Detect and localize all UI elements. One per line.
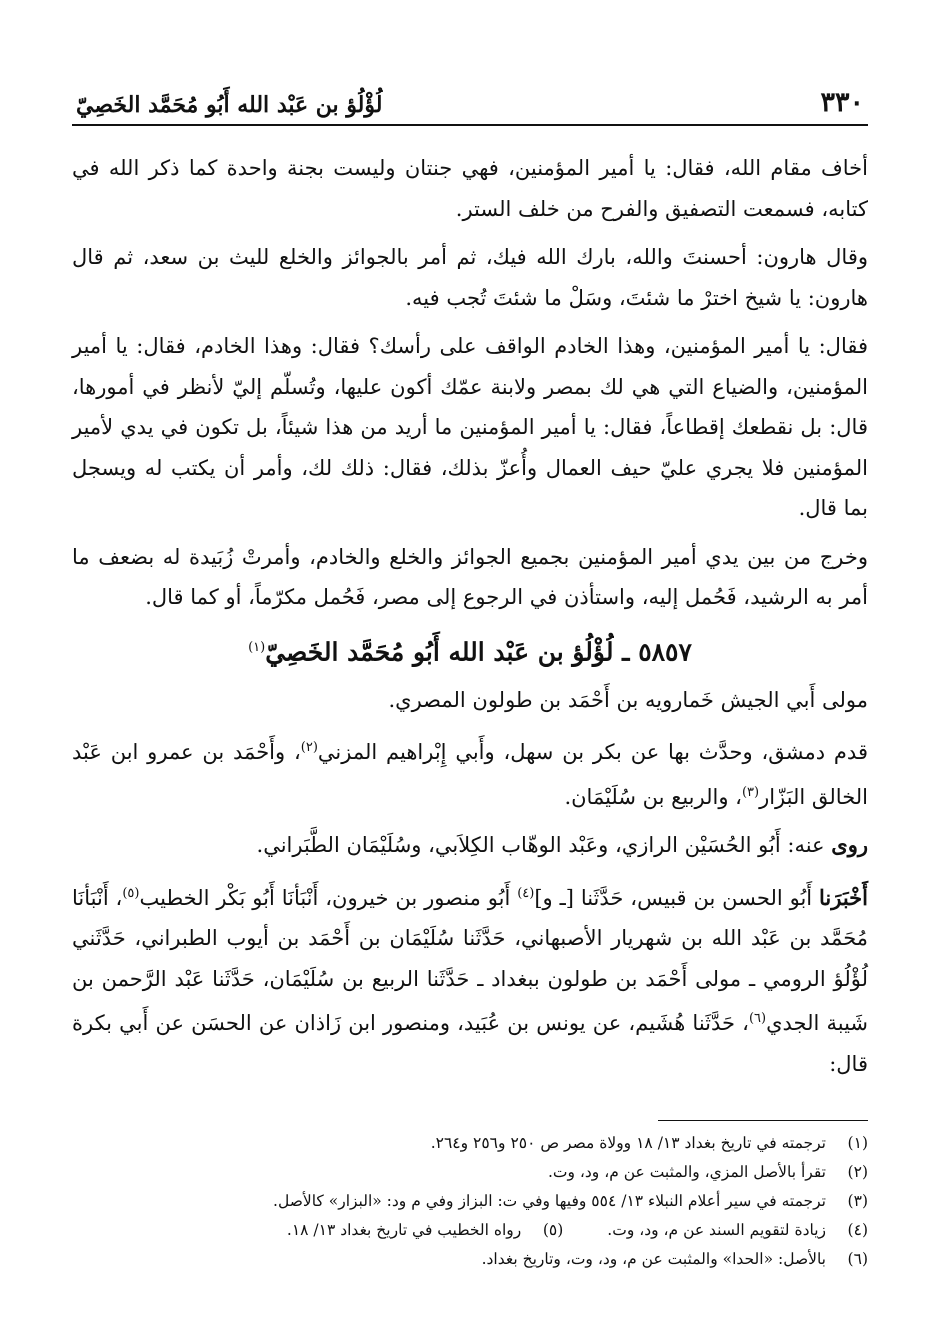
- footnote-text: ترجمته في سير أعلام النبلاء ١٣/ ٥٥٤ وفيها وفي ت: البزاز وفي م ود: «البزار» كالأصل.: [273, 1192, 826, 1211]
- footnote-number: (١): [847, 1134, 868, 1153]
- footnote: [72, 1158, 868, 1187]
- text-run: ، حَدَّثَنا هُشَيم، عن يونس بن عُبَيد، ومنصور ابن زَاذان عن الحسَن عن أَبي بكرة قال:: [72, 1011, 868, 1076]
- footnote-number: (٤): [847, 1221, 868, 1240]
- footnote-number: (٢): [847, 1163, 868, 1182]
- footnote-row: [72, 1216, 868, 1245]
- footnote: [607, 1216, 868, 1245]
- paragraph: [72, 825, 868, 866]
- lead-word: أَخْبَرَنا: [819, 884, 868, 910]
- text-run: أَبُو منصور بن خيرون، أَنْبَأنَا أَبُو بَكْر الخطيب: [139, 885, 518, 910]
- footnote: [72, 1129, 868, 1158]
- text-run: عنه: أَبُو الحُسَيْن الرازي، وعَبْد الوهّاب الكِلاَبي، وسُلَيْمَان الطَّبَراني.: [256, 833, 832, 858]
- lead-word: روى: [831, 832, 868, 858]
- book-page: [72, 70, 868, 1274]
- footnote-text: رواه الخطيب في تاريخ بغداد ١٣/ ١٨.: [286, 1221, 522, 1240]
- entry-title: ٥٨٥٧ ـ لُؤْلُؤ بن عَبْد الله أَبُو مُحَمَّد الخَصِيّ: [265, 636, 692, 666]
- footnote-ref: (٣): [741, 784, 760, 800]
- paragraph: [72, 874, 868, 1085]
- text-run: قدم دمشق، وحدَّث بها عن بكر بن سهل، وأَبي إِبْراهيم المزني: [317, 740, 868, 765]
- paragraph: وقال هارون: أحسنتَ والله، بارك الله فيك، ثم أمر بالجوائز والخلع لليث بن سعد، ثم قال هارون: يا شيخ اخترْ ما شئتَ، وسَلْ ما شئتَ تُجب فيه.: [72, 245, 868, 310]
- paragraph: فقال: يا أمير المؤمنين، وهذا الخادم الواقف على رأسك؟ فقال: وهذا الخادم، فقال: يا أمير المؤمنين، والضياع التي هي لك بمصر ولابنة عمّك أكون عليها، وتُسلّم إليّ لأنظر في أمورها، قال: بل نقطعك إقطاعاً، فقال: يا أمير المؤمنين ما أريد من هذا شيئاً، بل تكون في يدي لأمير المؤمنين فلا يجري عليّ حيف العمال وأُعزّ بذلك، فقال: ذلك لك، وأمر أن يكتب له ويسجل بما قال.: [72, 334, 868, 520]
- footnote-number: (٣): [847, 1192, 868, 1211]
- footnote-ref: (١): [248, 639, 266, 655]
- running-title: لُؤْلُؤ بن عَبْد الله أَبُو مُحَمَّد الخَصِيّ: [76, 92, 383, 118]
- footnote-ref: (٤): [517, 885, 535, 901]
- entry-heading: [72, 628, 868, 672]
- footnote-number: (٥): [542, 1221, 564, 1240]
- text-run: ، والربيع بن سُلَيْمَان.: [564, 784, 742, 809]
- footnote-text: زيادة لتقويم السند عن م، ود، وت.: [607, 1221, 826, 1240]
- page-header: [72, 70, 868, 126]
- text-run: أَبُو الحسن بن قبيس، حَدَّثَنا [ـ و]: [534, 885, 820, 910]
- footnote: [72, 1187, 868, 1216]
- footnote-ref: (٥): [122, 885, 140, 901]
- text-run: ، أَنْبَأنَا مُحَمَّد بن عَبْد الله بن شهريار الأصبهاني، حَدَّثَنا سُلَيْمَان بن أَحْمَد بن أيوب الطبراني، حَدَّثَني لُؤْلُؤ الرومي ـ مولى أَحْمَد بن طولون ببغداد ـ حَدَّثَنا الربيع بن سُلَيْمَان، حَدَّثَنا عَبْد الرَّحمن بن شَيبة الجدي: [72, 885, 869, 1036]
- footnote-text: بالأصل: «الحدا» والمثبت عن م، ود، وت، وتاريخ بغداد.: [481, 1250, 826, 1269]
- footnote: [287, 1216, 563, 1245]
- paragraph: وخرج من بين يدي أمير المؤمنين بجميع الجوائز والخلع والخادم، وأمرتْ زُبَيدة له بضعف ما أمر به الرشيد، فَحُمل إليه، واستأذن في الرجوع إلى مصر، فَحُمل مكرّماً، أو كما قال.: [72, 544, 868, 609]
- footnote-ref: (٢): [300, 740, 318, 756]
- paragraph: أخاف مقام الله، فقال: يا أمير المؤمنين، فهي جنتان وليست بجنة واحدة كما ذكر الله في كتابه، فسمعت التصفيق والفرح من خلف الستر.: [72, 156, 868, 221]
- paragraph: مولى أَبي الجيش خَمارويه بن أَحْمَد بن طولون المصري.: [388, 687, 868, 712]
- footnotes: [72, 1129, 868, 1274]
- footnote-text: تقرأ بالأصل المزي، والمثبت عن م، ود، وت.: [547, 1163, 826, 1182]
- footnote: [72, 1245, 868, 1274]
- footnote-text: ترجمته في تاريخ بغداد ١٣/ ١٨ وولاة مصر ص ٢٥٠ و٢٥٦ و٢٦٤.: [430, 1134, 826, 1153]
- page-number: ٣٣٠: [820, 87, 864, 118]
- footnote-divider: [658, 1120, 868, 1121]
- main-text: [72, 148, 868, 1084]
- text-run: ، وأَحْمَد بن عمرو ابن عَبْد الخالق البَزّار: [72, 740, 868, 809]
- footnote-number: (٦): [847, 1250, 868, 1269]
- footnote-ref: (٦): [748, 1011, 767, 1027]
- paragraph: [72, 728, 868, 817]
